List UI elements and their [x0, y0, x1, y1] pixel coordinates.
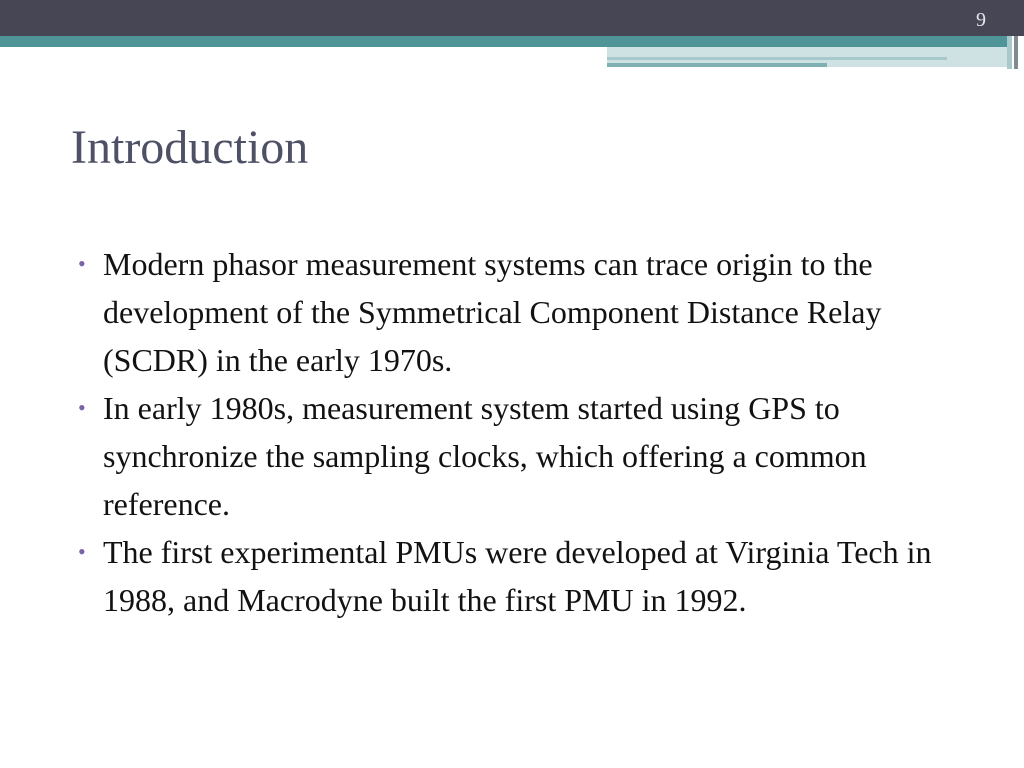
- bullet-icon: •: [78, 539, 86, 564]
- bullet-item: [75, 240, 975, 384]
- bullet-item: [75, 384, 975, 528]
- bullet-list: [75, 240, 975, 624]
- bullet-icon: •: [78, 395, 86, 420]
- header-accent-line: [607, 63, 827, 67]
- bullet-text: The first experimental PMUs were developed at Virginia Tech in 1988, and Macrodyne built the first PMU in 1992.: [103, 534, 932, 618]
- bullet-text: Modern phasor measurement systems can trace origin to the development of the Symmetrical Component Distance Relay (SCDR) in the early 1970s.: [103, 246, 882, 378]
- header-bar: [0, 0, 1024, 36]
- header-accent-line: [607, 57, 947, 60]
- bullet-text: In early 1980s, measurement system started using GPS to synchronize the sampling clocks, which offering a common reference.: [103, 390, 867, 522]
- slide-number: 9: [976, 9, 986, 31]
- bullet-item: [75, 528, 975, 624]
- header-right-stripe: [1007, 36, 1012, 69]
- slide-title: Introduction: [71, 121, 309, 174]
- header-right-stripe: [1014, 36, 1018, 69]
- bullet-icon: •: [78, 251, 86, 276]
- header-accent-band: [0, 36, 1007, 47]
